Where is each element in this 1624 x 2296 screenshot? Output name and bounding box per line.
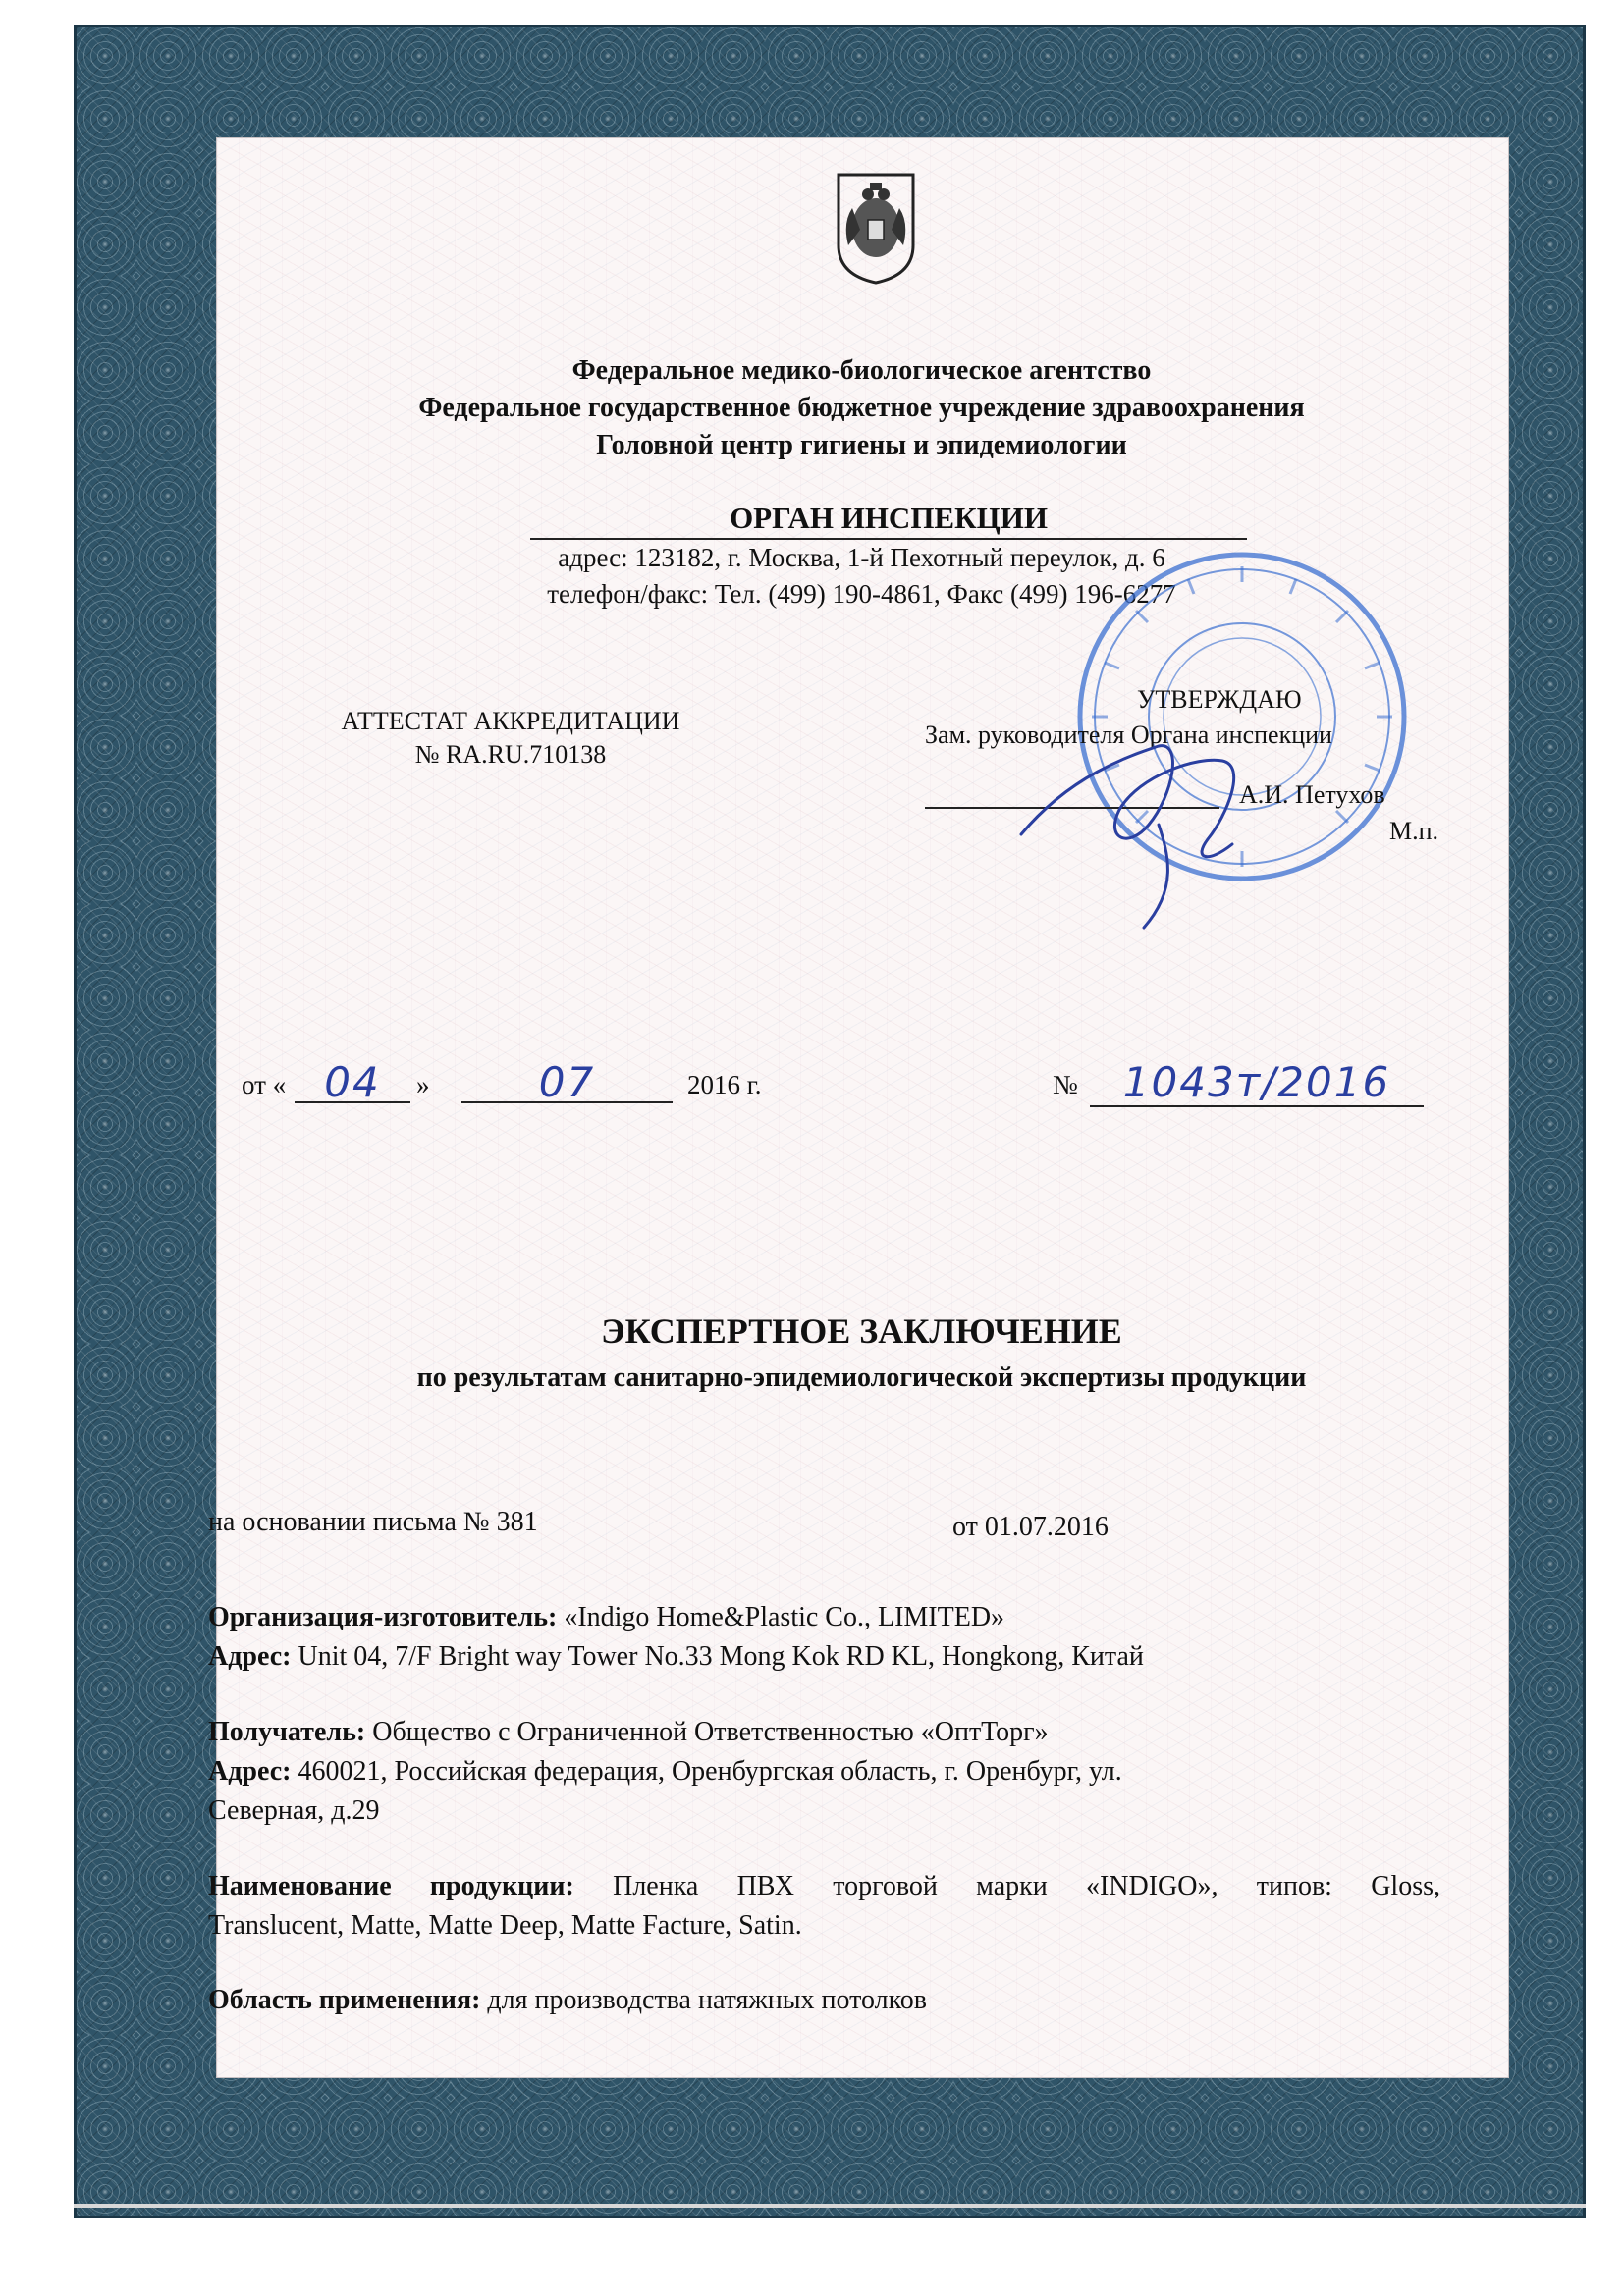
manufacturer-value: «Indigo Home&Plastic Co., LIMITED»	[557, 1602, 1005, 1632]
manufacturer-line	[208, 1598, 1440, 1637]
product-line-2: Translucent, Matte, Matte Deep, Matte Facture, Satin.	[208, 1910, 802, 1941]
product-value-1: Пленка ПВХ торговой марки «INDIGO», типов: Gloss,	[573, 1871, 1440, 1901]
date-prefix: от «	[242, 1070, 287, 1099]
day-handwritten: 04	[324, 1058, 381, 1106]
manufacturer-address: Unit 04, 7/F Bright way Tower No.33 Mong Kok RD KL, Hongkong, Китай	[291, 1641, 1144, 1672]
agency-name: Федеральное медико-биологическое агентство	[571, 355, 1152, 386]
number-prefix: №	[1053, 1070, 1078, 1099]
handwritten-signature	[1011, 717, 1286, 933]
institution-name: Федеральное государственное бюджетное учреждение здравоохранения	[418, 393, 1305, 423]
scan-edge	[74, 2204, 1586, 2208]
month-handwritten: 07	[538, 1058, 596, 1106]
manufacturer-address-label: Адрес:	[208, 1641, 292, 1672]
recipient-address-line-2: Северная, д.29	[208, 1795, 380, 1826]
center-name: Головной центр гигиены и эпидемиологии	[596, 430, 1127, 460]
month-field	[461, 1058, 673, 1106]
approve-label: УТВЕРЖДАЮ	[1137, 685, 1302, 714]
inspection-body-title: ОРГАН ИНСПЕКЦИИ	[530, 501, 1247, 540]
number-handwritten: 1043т/2016	[1122, 1058, 1391, 1106]
basis-letter: на основании письма № 381	[208, 1507, 538, 1537]
phone-fax-line: телефон/факс: Тел. (499) 190-4861, Факс (499) 196-6277	[547, 579, 1176, 609]
number-field	[1090, 1058, 1424, 1107]
approver-name: А.И. Петухов	[1239, 780, 1385, 809]
recipient-address-line	[208, 1752, 1440, 1791]
recipient-value: Общество с Ограниченной Ответственностью «ОптТорг»	[365, 1717, 1049, 1747]
product-label: Наименование продукции:	[208, 1871, 574, 1901]
day-field	[295, 1058, 410, 1106]
product-line	[208, 1867, 1440, 1906]
accreditation-block	[285, 705, 736, 772]
date-mid-quote: »	[416, 1070, 430, 1099]
scope-value: для производства натяжных потолков	[480, 1985, 928, 2015]
address-line: адрес: 123182, г. Москва, 1-й Пехотный переулок, д. 6	[558, 543, 1165, 572]
document-subtitle: по результатам санитарно-эпидемиологической экспертизы продукции	[416, 1362, 1307, 1393]
accreditation-title: АТТЕСТАТ АККРЕДИТАЦИИ	[341, 707, 680, 735]
document-title: ЭКСПЕРТНОЕ ЗАКЛЮЧЕНИЕ	[601, 1311, 1122, 1351]
approver-position: Зам. руководителя Органа инспекции	[925, 721, 1332, 749]
recipient-address-label: Адрес:	[208, 1756, 292, 1787]
scope-line	[208, 1981, 1440, 2020]
year-label: 2016 г.	[687, 1070, 762, 1099]
recipient-label: Получатель:	[208, 1717, 366, 1747]
recipient-line	[208, 1713, 1440, 1752]
manufacturer-address-line	[208, 1637, 1440, 1677]
basis-date: от 01.07.2016	[952, 1512, 1109, 1542]
coat-of-arms-emblem-icon	[833, 169, 919, 287]
recipient-address-1: 460021, Российская федерация, Оренбургская область, г. Оренбург, ул.	[291, 1756, 1122, 1787]
accreditation-number: № RA.RU.710138	[414, 740, 607, 769]
manufacturer-label: Организация-изготовитель:	[208, 1602, 558, 1632]
seal-place-label: М.п.	[1389, 817, 1439, 845]
scope-label: Область применения:	[208, 1985, 481, 2015]
